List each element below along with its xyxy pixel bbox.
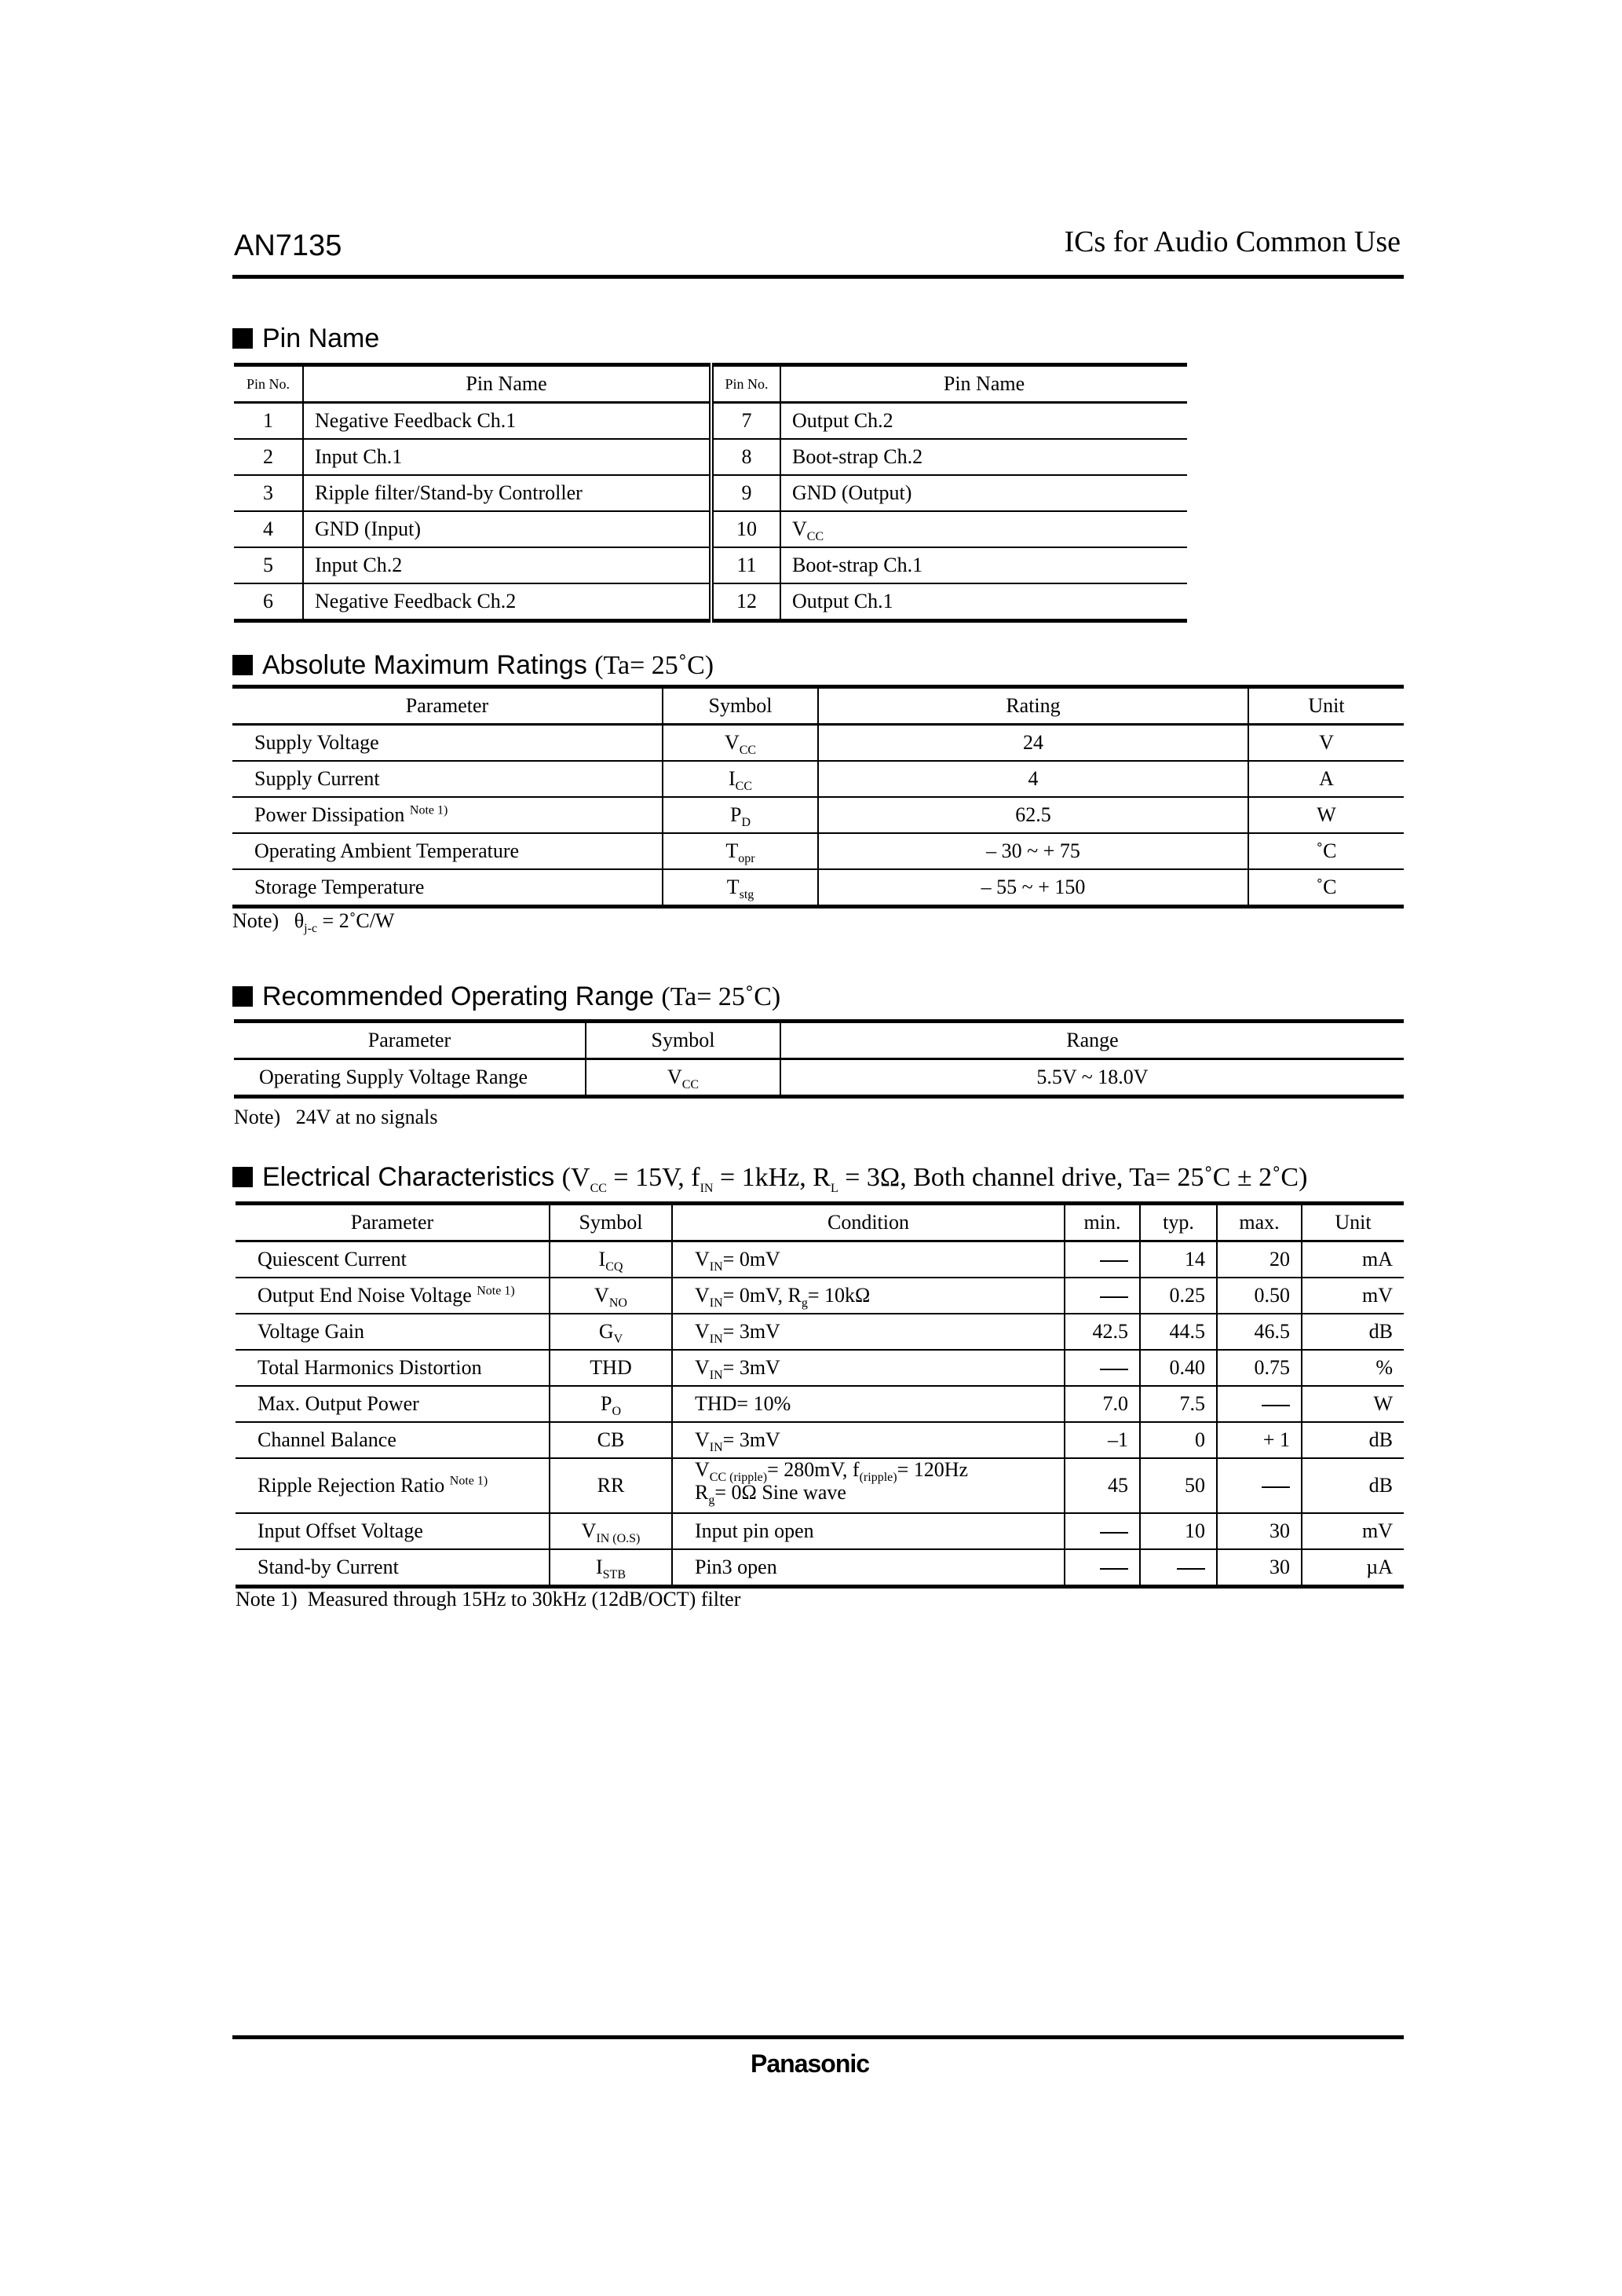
table-row [236,1422,1404,1458]
not-specified-dash [1177,1568,1205,1570]
pin-name-table [234,363,1187,623]
symbol-cell: $G_V$ [550,1314,672,1350]
pin-no-cell: 8 [711,439,780,475]
unit-cell: dB [1302,1314,1404,1350]
table-row [234,439,1187,475]
typ-cell: 0.25 [1140,1278,1217,1314]
table-row [236,1386,1404,1422]
unit-cell: A [1248,761,1404,797]
parameter-cell: Total Harmonics Distortion [258,1356,482,1379]
unit-cell: mA [1302,1241,1404,1278]
table-row [236,1549,1404,1587]
symbol-cell: $T_{opr}$ [663,833,818,869]
condition-cell: THD= 10% [672,1386,1065,1422]
unit-cell: mV [1302,1513,1404,1549]
table-row [232,761,1404,797]
condition-cell: $V_{CC (ripple)}= 280mV$, $f_{(ripple)}= 120Hz$ $R_g= 0\Omega$ Sine wave [672,1458,1065,1513]
condition-cell: $V_{IN}= 3mV$ [672,1350,1065,1386]
parameter-cell: Operating Ambient Temperature [254,839,520,862]
max-cell: 20 [1217,1241,1302,1278]
typ-cell: 0.40 [1140,1350,1217,1386]
rating-header: Rating [818,687,1248,725]
not-specified-dash [1100,1369,1128,1370]
pin-no-cell: 6 [263,590,273,612]
unit-cell: dB [1302,1422,1404,1458]
symbol-cell: $V_{CC}$ [663,725,818,762]
document-category: ICs for Audio Common Use [1064,225,1401,258]
ror-note: Note) 24V at no signals [234,1106,438,1128]
pin-no-cell: 9 [711,475,780,511]
typ-cell: 14 [1140,1241,1217,1278]
rating-cell: 4 [818,761,1248,797]
rating-cell: – 30 ~ + 75 [818,833,1248,869]
unit-cell: µA [1302,1549,1404,1587]
unit-cell: W [1302,1386,1404,1422]
max-cell: 30 [1217,1513,1302,1549]
max-cell [1217,1458,1302,1513]
min-header: min. [1065,1204,1140,1241]
unit-cell: W [1248,797,1404,833]
symbol-cell: RR [550,1458,672,1513]
table-row [232,797,1404,833]
pin-no-cell: 2 [263,445,273,468]
pin-no-cell: 7 [711,403,780,440]
symbol-cell: $P_O$ [550,1386,672,1422]
condition-cell: $V_{IN}= 3mV$ [672,1314,1065,1350]
pin-no-header: Pin No. [711,365,780,403]
section-bullet-icon [232,655,253,675]
symbol-cell: $P_D$ [663,797,818,833]
not-specified-dash [1100,1568,1128,1570]
min-cell [1065,1278,1140,1314]
recommended-operating-range-table [234,1019,1404,1099]
pin-no-header: Pin No. [234,365,303,403]
document-title: AN7135 [234,229,342,262]
pin-no-cell: 4 [263,517,273,540]
pin-no-cell: 12 [711,583,780,621]
typ-cell: 50 [1140,1458,1217,1513]
symbol-cell: THD [550,1350,672,1386]
not-specified-dash [1100,1532,1128,1534]
not-specified-dash [1100,1260,1128,1262]
table-row [232,869,1404,907]
typ-cell: 10 [1140,1513,1217,1549]
not-specified-dash [1262,1405,1290,1406]
min-cell [1065,1350,1140,1386]
max-cell: + 1 [1217,1422,1302,1458]
table-row [236,1513,1404,1549]
symbol-cell: $I_{STB}$ [550,1549,672,1587]
pin-name-cell: Output Ch.2 [780,403,1187,440]
max-cell: 0.75 [1217,1350,1302,1386]
table-row [232,725,1404,762]
pin-no-cell: 1 [263,409,273,432]
symbol-header: Symbol [586,1022,780,1059]
panasonic-logo: Panasonic [751,2049,870,2078]
ror-condition: (Ta= 25˚C) [661,982,781,1011]
rating-cell: 62.5 [818,797,1248,833]
rating-cell: 24 [818,725,1248,762]
pin-name-header: Pin Name [780,365,1187,403]
table-row [234,511,1187,547]
condition-cell: $V_{IN}= 0mV$, $R_g= 10k\Omega$ [672,1278,1065,1314]
parameter-cell: Input Offset Voltage [258,1519,423,1542]
condition-cell: $V_{IN}= 3mV$ [672,1422,1065,1458]
symbol-cell: $I_{CQ}$ [550,1241,672,1278]
table-row [234,547,1187,583]
table-row [236,1350,1404,1386]
symbol-cell: CB [550,1422,672,1458]
parameter-cell: Quiescent Current [258,1248,407,1270]
range-cell: 5.5V ~ 18.0V [780,1059,1404,1097]
unit-cell: % [1302,1350,1404,1386]
min-cell [1065,1513,1140,1549]
parameter-cell: Voltage Gain [258,1320,364,1343]
typ-cell: 7.5 [1140,1386,1217,1422]
section-bullet-icon [232,328,253,349]
max-cell: 30 [1217,1549,1302,1587]
min-cell: 45 [1065,1458,1140,1513]
condition-cell: $V_{IN}= 0mV$ [672,1241,1065,1278]
unit-cell: mV [1302,1278,1404,1314]
pin-name-header: Pin Name [303,365,711,403]
parameter-header: Parameter [236,1204,550,1241]
symbol-cell: $I_{CC}$ [663,761,818,797]
table-row [234,475,1187,511]
pin-name-cell: Negative Feedback Ch.1 [303,403,711,440]
min-cell [1065,1241,1140,1278]
parameter-cell: Ripple Rejection Ratio $^{Note 1)}$ [258,1474,488,1497]
typ-cell: 44.5 [1140,1314,1217,1350]
pin-name-cell: $V_{CC}$ [780,511,1187,547]
electrical-characteristics-table [236,1201,1404,1589]
unit-header: Unit [1302,1204,1404,1241]
parameter-cell: Output End Noise Voltage $^{Note 1)}$ [258,1284,515,1307]
symbol-header: Symbol [663,687,818,725]
parameter-cell: Supply Voltage [254,731,379,754]
symbol-cell: $V_{CC}$ [586,1059,780,1097]
not-specified-dash [1100,1296,1128,1298]
min-cell: 7.0 [1065,1386,1140,1422]
parameter-cell: Supply Current [254,767,380,790]
header-rule [232,275,1404,279]
parameter-header: Parameter [232,687,663,725]
min-cell: 42.5 [1065,1314,1140,1350]
pin-no-cell: 3 [263,481,273,504]
amr-note: Note) $\theta_{j-c}$ = 2˚C/W [232,909,395,936]
unit-cell: ˚C [1248,869,1404,907]
pin-name-cell: Input Ch.2 [303,547,711,583]
max-cell: 0.50 [1217,1278,1302,1314]
pin-no-cell: 10 [711,511,780,547]
condition-cell: Input pin open [672,1513,1065,1549]
unit-cell: V [1248,725,1404,762]
max-cell: 46.5 [1217,1314,1302,1350]
ec-section-title: Electrical Characteristics ($V_{CC} = 15V$, $f_{IN} = 1kHz$, $R_L = 3\Omega$, Both channel drive, Ta= 25˚C ± 2˚C) [232,1162,1307,1193]
condition-header: Condition [672,1204,1065,1241]
ror-section-title: Recommended Operating Range (Ta= 25˚C) [232,982,780,1012]
pin-name-cell: GND (Output) [780,475,1187,511]
parameter-header: Parameter [234,1022,586,1059]
not-specified-dash [1262,1486,1290,1488]
parameter-cell: Channel Balance [258,1428,396,1451]
ec-note: Note 1) Measured through 15Hz to 30kHz (12dB/OCT) filter [236,1588,741,1610]
parameter-cell: Stand-by Current [258,1556,399,1578]
pin-name-cell: Ripple filter/Stand-by Controller [303,475,711,511]
min-cell: –1 [1065,1422,1140,1458]
symbol-cell: $V_{NO}$ [550,1278,672,1314]
pin-name-cell: Negative Feedback Ch.2 [303,583,711,621]
max-cell [1217,1386,1302,1422]
pin-no-cell: 5 [263,554,273,576]
symbol-header: Symbol [550,1204,672,1241]
parameter-cell: Storage Temperature [254,876,425,898]
table-row [232,833,1404,869]
table-row [236,1278,1404,1314]
table-row [234,1059,1404,1097]
typ-cell: 0 [1140,1422,1217,1458]
amr-section-title: Absolute Maximum Ratings (Ta= 25˚C) [232,650,714,681]
table-row [234,583,1187,621]
table-row [234,403,1187,440]
pin-name-cell: Boot-strap Ch.2 [780,439,1187,475]
section-bullet-icon [232,986,253,1007]
pin-name-cell: Input Ch.1 [303,439,711,475]
unit-cell: ˚C [1248,833,1404,869]
parameter-cell: Power Dissipation $^{Note 1)}$ [254,803,448,826]
pin-name-section-title: Pin Name [232,324,379,354]
pin-name-cell: Boot-strap Ch.1 [780,547,1187,583]
unit-cell: dB [1302,1458,1404,1513]
pin-name-cell: GND (Input) [303,511,711,547]
parameter-cell: Operating Supply Voltage Range [259,1066,528,1088]
unit-header: Unit [1248,687,1404,725]
pin-name-cell: Output Ch.1 [780,583,1187,621]
amr-condition: (Ta= 25˚C) [594,651,714,680]
table-row [236,1458,1404,1513]
typ-header: typ. [1140,1204,1217,1241]
footer-rule [232,2035,1404,2039]
ec-condition: ($V_{CC} = 15V$, $f_{IN} = 1kHz$, $R_L = 3\Omega$, Both channel drive, Ta= 25˚C ± 2˚C) [561,1163,1308,1195]
symbol-cell: $T_{stg}$ [663,869,818,907]
pin-no-cell: 11 [711,547,780,583]
range-header: Range [780,1022,1404,1059]
table-row [236,1314,1404,1350]
section-bullet-icon [232,1167,253,1187]
typ-cell [1140,1549,1217,1587]
min-cell [1065,1549,1140,1587]
absolute-max-ratings-table [232,685,1404,909]
parameter-cell: Max. Output Power [258,1392,419,1415]
max-header: max. [1217,1204,1302,1241]
table-row [236,1241,1404,1278]
condition-cell: Pin3 open [672,1549,1065,1587]
rating-cell: – 55 ~ + 150 [818,869,1248,907]
symbol-cell: $V_{IN (O.S)}$ [550,1513,672,1549]
